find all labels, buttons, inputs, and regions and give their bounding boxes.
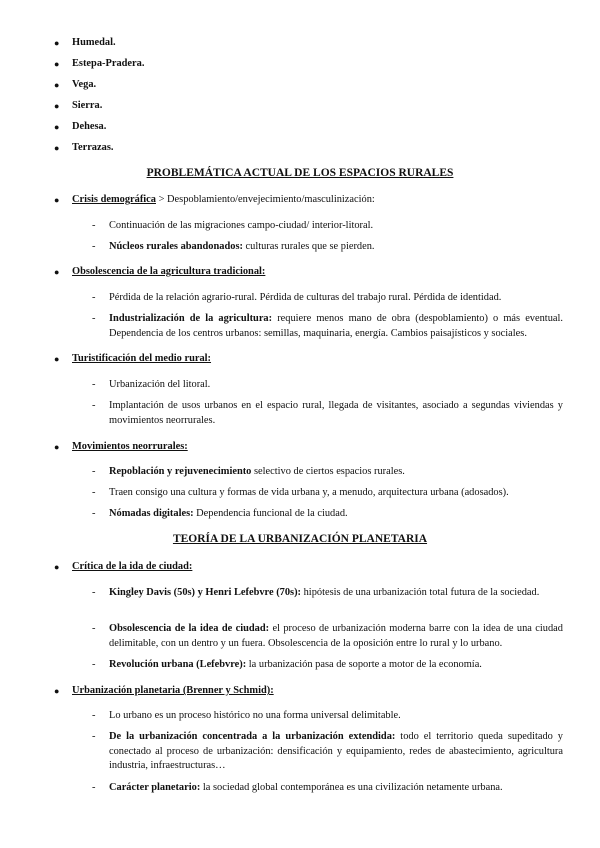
subitem-text: la sociedad global contemporánea es una civilización netamente urbana. <box>200 782 503 793</box>
dash-marker: - <box>92 466 96 477</box>
subitem-bold: De la urbanización concentrada a la urbanización extendida: <box>109 731 396 742</box>
subitem-text: Lo urbano es un proceso histórico no una forma universal delimitable. <box>109 710 401 721</box>
dash-marker: - <box>92 292 96 303</box>
bullet-icon: ● <box>54 143 60 153</box>
subitem-bold: Repoblación y rejuvenecimiento <box>109 466 252 477</box>
dash-marker: - <box>92 731 96 742</box>
bullet-icon: ● <box>54 101 60 111</box>
dash-marker: - <box>92 487 96 498</box>
bullet-icon: ● <box>54 267 60 277</box>
topic-title-suffix: > Despoblamiento/envejecimiento/masculinización: <box>155 194 375 205</box>
subitem-text: selectivo de ciertos espacios rurales. <box>251 466 405 477</box>
dash-marker: - <box>92 782 96 793</box>
list-item-text: Terrazas. <box>72 142 114 153</box>
dash-marker: - <box>92 220 96 231</box>
dash-marker: - <box>92 659 96 670</box>
subitem-text: Implantación de usos urbanos en el espacio rural, llegada de visitantes, asociado a segundas viviendas y movimientos neorrurales. <box>109 400 563 426</box>
subitem-text: todo el territorio queda supeditado y conectado al proceso de urbanización: densificación y equipamiento, redes de abastecimiento, agricultura industria, infraestructuras… <box>109 731 563 771</box>
bullet-icon: ● <box>54 59 60 69</box>
subitem-bold: Carácter planetario: <box>109 782 201 793</box>
subitem-bold: Revolución urbana (Lefebvre): <box>109 659 247 670</box>
dash-marker: - <box>92 508 96 519</box>
subitem-text: Continuación de las migraciones campo-ciudad/ interior-litoral. <box>109 220 374 231</box>
section-heading: PROBLEMÁTICA ACTUAL DE LOS ESPACIOS RURALES <box>146 167 454 179</box>
subitem-text: Traen consigo una cultura y formas de vida urbana y, a menudo, arquitectura urbana (adosados). <box>109 487 509 498</box>
list-item-text: Sierra. <box>72 100 103 111</box>
bullet-icon: ● <box>54 686 60 696</box>
bullet-icon: ● <box>54 442 60 452</box>
bullet-icon: ● <box>54 122 60 132</box>
subitem-bold: Nómadas digitales: <box>109 508 194 519</box>
topic-title: Crisis demográfica <box>72 194 156 205</box>
bullet-icon: ● <box>54 195 60 205</box>
subitem-text: Dependencia funcional de la ciudad. <box>193 508 348 519</box>
subitem-text: el proceso de urbanización moderna barre con la idea de una ciudad delimitable, con un dentro y un fuera. Obsolescencia de la oposición entre lo rural y lo urbano. <box>109 623 563 649</box>
dash-marker: - <box>92 400 96 411</box>
bullet-icon: ● <box>54 562 60 572</box>
dash-marker: - <box>92 587 96 598</box>
topic-title: Urbanización planetaria (Brenner y Schmid): <box>72 685 274 696</box>
subitem-text: Urbanización del litoral. <box>109 379 211 390</box>
subitem-text: Pérdida de la relación agrario-rural. Pérdida de culturas del trabajo rural. Pérdida de identidad. <box>109 292 502 303</box>
list-item-text: Dehesa. <box>72 121 107 132</box>
list-item-text: Humedal. <box>72 37 116 48</box>
dash-marker: - <box>92 710 96 721</box>
subitem-text: la urbanización pasa de soporte a motor de la economía. <box>246 659 482 670</box>
subitem-bold: Obsolescencia de la idea de ciudad: <box>109 623 270 634</box>
subitem-bold: Kingley Davis (50s) y Henri Lefebvre (70s): <box>109 587 302 598</box>
topic-title: Turistificación del medio rural: <box>72 353 212 364</box>
subitem-text: requiere menos mano de obra (despoblamiento) o más eventual. Dependencia de los centros urbanos: semillas, maquinaria, energía. Cambios paisajísticos y sociales. <box>109 313 563 339</box>
list-item-text: Estepa-Pradera. <box>72 58 145 69</box>
subitem-text: culturas rurales que se pierden. <box>242 241 375 252</box>
bullet-icon: ● <box>54 38 60 48</box>
topic-title: Movimientos neorrurales: <box>72 441 188 452</box>
list-item-text: Vega. <box>72 79 97 90</box>
section-heading: TEORÍA DE LA URBANIZACIÓN PLANETARIA <box>172 533 428 545</box>
topic-title: Obsolescencia de la agricultura tradicional: <box>72 266 266 277</box>
subitem-bold: Industrialización de la agricultura: <box>109 313 273 324</box>
dash-marker: - <box>92 623 96 634</box>
bullet-icon: ● <box>54 80 60 90</box>
dash-marker: - <box>92 241 96 252</box>
topic-title: Crítica de la ida de ciudad: <box>72 561 193 572</box>
subitem-bold: Núcleos rurales abandonados: <box>109 241 243 252</box>
dash-marker: - <box>92 379 96 390</box>
bullet-icon: ● <box>54 354 60 364</box>
dash-marker: - <box>92 313 96 324</box>
subitem-text: hipótesis de una urbanización total futura de la sociedad. <box>301 587 540 598</box>
